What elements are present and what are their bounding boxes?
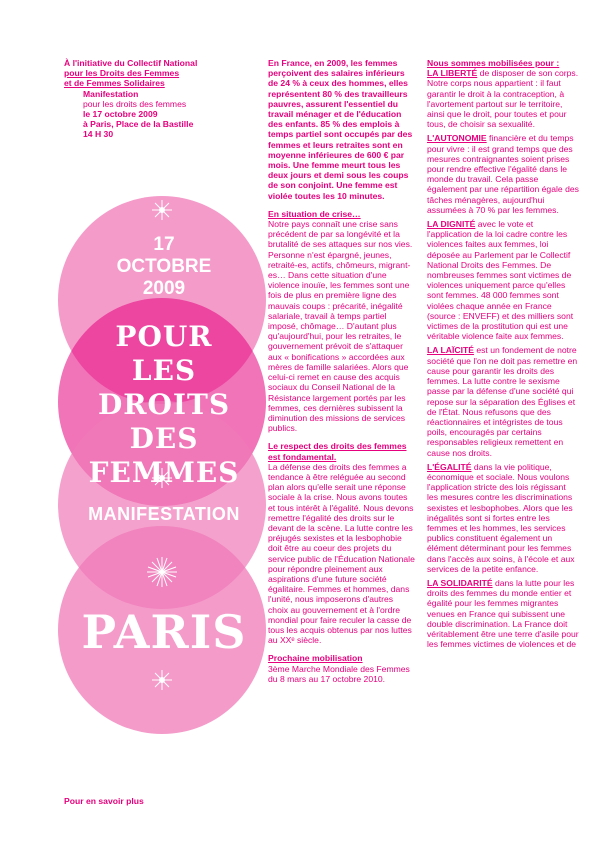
title-line: FEMMES — [88, 456, 240, 489]
middle-column — [268, 58, 415, 688]
more-info-label: Pour en savoir plus — [64, 796, 144, 806]
event-date: le 17 octobre 2009 — [83, 109, 158, 120]
intro-line: et de Femmes Solidaires — [64, 78, 165, 89]
title-line: DES — [129, 422, 199, 455]
intro-block — [64, 58, 239, 140]
right-column — [427, 58, 579, 653]
date-year: 2009 — [142, 278, 186, 299]
sparkle-icon — [150, 668, 174, 692]
poster-manifestation: MANIFESTATION — [88, 504, 240, 524]
list-item: LA SOLIDARITÉ dans la lutte pour les droits des femmes du monde entier et égalité pour les femmes migrantes venues en France qui subissent une double discrimination. La France doit véritablement être une terre d'asile pour les femmes victimes de violences et de — [427, 577, 579, 650]
date-month: OCTOBRE — [116, 256, 212, 277]
sparkle-icon — [150, 198, 174, 222]
crisis-heading: En situation de crise… — [268, 208, 361, 219]
event-time: 14 H 30 — [83, 129, 114, 140]
event-place: à Paris, Place de la Bastille — [83, 119, 194, 130]
title-line: LES DROITS — [97, 354, 231, 421]
sparkle-icon — [146, 556, 178, 588]
event-label: Manifestation — [83, 88, 139, 99]
next-heading: Prochaine mobilisation — [268, 653, 363, 664]
list-item: LA LIBERTÉ de disposer de son corps. Notre corps nous appartient : il faut garantir le droit à la contraception, à l'avortement partout sur le territoire, ainsi que le droit, pour toutes et pour tous, de choisir sa sexualité. — [427, 68, 579, 130]
poster-date — [64, 234, 264, 300]
list-item: LA LAÏCITÉ est un fondement de notre société que l'on ne doit pas remettre en cause pour garantir les droits des femmes. La lutte contre le sexisme passe par la défense d'une société qui repose sur la séparation des Églises et de l'État. Nous refusons que des réactionnaires et intégristes de tous poils, encouragés par certains responsables religieux remettent en cause nos droits. — [427, 345, 578, 458]
next-paragraph: 3ème Marche Mondiale des Femmes du 8 mars au 17 octobre 2010. — [268, 663, 410, 684]
list-item: LA DIGNITÉ avec le vote et l'application de la loi cadre contre les violences faites aux femmes, loi déposée au Parlement par le Collectif National Droits des Femmes. De nombreuses femmes sont victimes de violences uniquement parce qu'elles sont femmes. 48 000 femmes sont violées chaque année en France (source : ENVEFF) et des milliers sont victimes de la prostitution qui est une véritable violence faite aux femmes. — [427, 219, 574, 342]
crisis-paragraph: Notre pays connaît une crise sans précédent de par sa longévité et la brutalité de ses attaques sur nos vies. Personne n'est épargné, jeunes, retraité-es, actifs, chômeurs, migrant-es… Dans cette situation d'une violence inouïe, les femmes sont une fois de plus en première ligne des mauvais coups : précarité, inégalité salariale, travail à temps partiel imposé, chômage… D'autant plus qu'aujourd'hui, pour les retraites, le gouvernement prévoit de s'attaquer aux « bonifications » accordées aux mères de famille salariées. Alors que celui-ci remet en cause des acquis sociaux du Conseil National de la Résistance largement portés par les femmes, ces dernières subissent la diminution des missions de services publics. — [268, 219, 413, 434]
poster-city: PARIS — [81, 605, 247, 659]
right-heading: Nous sommes mobilisées pour : — [427, 58, 560, 68]
respect-paragraph: La défense des droits des femmes a tendance à être reléguée au second plan alors qu'elle serait une réponse sociale à la crise. Nous avons toutes et tous intérêt à l'égalité. Nous devons remettre l'égalité des droits sur le devant de la scène. La lutte contre les préjugés sexistes et la lesbophobie doit être au coeur des projets du service public de l'Éducation Nationale pour répondre pleinement aux aspirations d'une future société égalitaire. Femmes et hommes, dans l'unité, nous imposerons d'autres choix au gouvernement et à l'ordre mondial pour faire reculer la casse de tous les acquis obtenus par nos luttes au XXᵉ siècle. — [268, 461, 415, 646]
intro-line: À l'initiative du Collectif National — [64, 58, 198, 68]
poster-title — [64, 320, 264, 490]
intro-paragraph: En France, en 2009, les femmes perçoivent des salaires inférieurs de 24 % à ceux des hommes, elles représentent 80 % des travailleurs pauvres, assurent l'essentiel du travail ménager et de l'éducation des enfants. 85 % des emplois à temps partiel sont occupés par des femmes et leurs retraites sont en moyenne inférieures de 600 € par mois. Une femme meurt tous les deux jours et demi sous les coups de son conjoint. Une femme est violée toutes les 10 minutes. — [268, 58, 413, 201]
date-day: 17 — [153, 234, 175, 255]
event-purpose: pour les droits des femmes — [83, 98, 187, 109]
list-item: L'ÉGALITÉ dans la vie politique, économique et sociale. Nous voulons l'application stricte des lois régissant les mesures contre les discriminations sexistes et lesbophobes. Alors que les inégalités sont si fortes entre les femmes et les hommes, les services publics constituent également un élément déterminant pour les femmes dans l'accès aux soins, à l'école et aux services de la petite enfance. — [427, 461, 575, 574]
title-line: POUR — [115, 320, 213, 353]
respect-heading: Le respect des droits des femmes est fondamental. — [268, 441, 407, 462]
list-item: L'AUTONOMIE financière et du temps pour vivre : il est grand temps que des mesures contraignantes soient prises pour rendre effective l'égalité dans le monde du travail. Cela passe également par une répartition égale des tâches ménagères, aujourd'hui assumées à 70 % par les femmes. — [427, 133, 579, 215]
intro-line: pour les Droits des Femmes — [64, 68, 180, 79]
